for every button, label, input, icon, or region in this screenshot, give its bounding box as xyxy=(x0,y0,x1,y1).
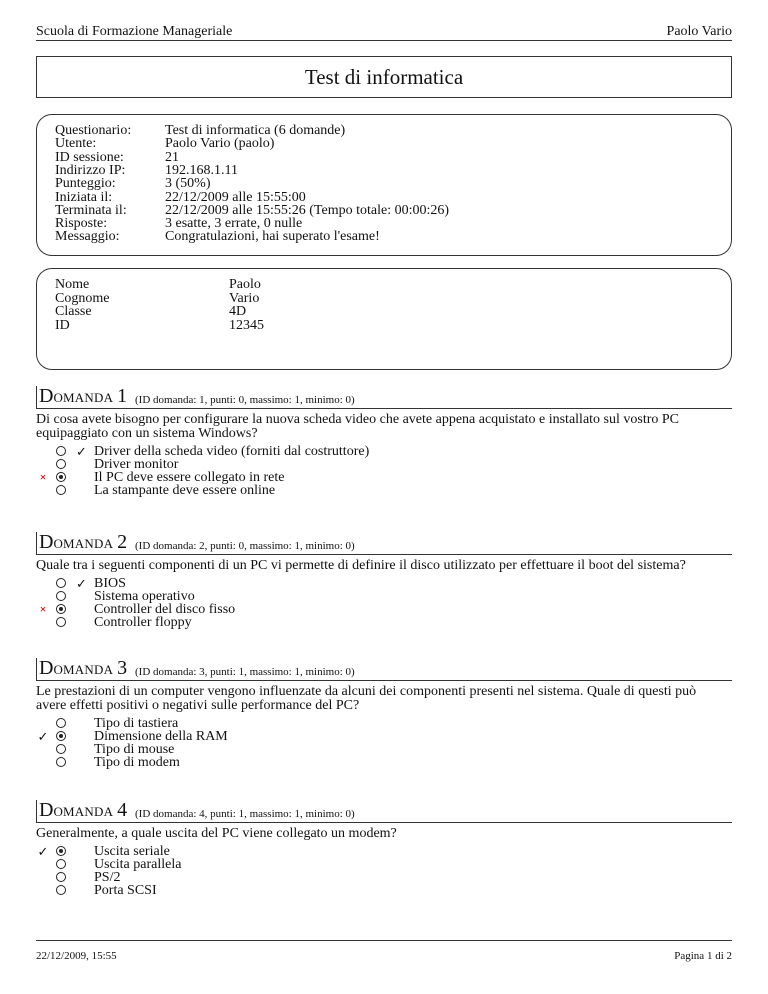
question-title xyxy=(39,386,127,408)
radio-empty-icon xyxy=(56,485,66,495)
question-meta: (ID domanda: 1, punti: 0, massimo: 1, minimo: 0) xyxy=(135,394,355,406)
info-label: ID sessione: xyxy=(55,149,124,165)
info-label: Indirizzo IP: xyxy=(55,162,126,178)
answer-option-text: Driver della scheda video (forniti dal costruttore) xyxy=(94,444,370,459)
info-label: Terminata il: xyxy=(55,202,127,218)
answer-option-text: Driver monitor xyxy=(94,457,179,472)
question-text xyxy=(36,559,732,573)
header-school: Scuola di Formazione Manageriale xyxy=(36,24,233,39)
question-text-line: equipaggiato con un sistema Windows? xyxy=(36,426,258,441)
answer-option-text: Tipo di modem xyxy=(94,755,180,770)
question-text-line: Quale tra i seguenti componenti di un PC vi permette di definire il disco utilizzato per effettuare il boot del sistema? xyxy=(36,558,686,573)
info-value: 3 esatte, 3 errate, 0 nulle xyxy=(165,216,303,232)
info-label: Utente: xyxy=(55,136,97,152)
student-label: Classe xyxy=(55,304,92,319)
student-info-box xyxy=(36,268,732,370)
student-value: Vario xyxy=(229,290,260,306)
footer-page-number: Pagina 1 di 2 xyxy=(674,950,732,962)
question-word-cap: D xyxy=(39,799,54,821)
question-title xyxy=(39,532,127,554)
answer-options xyxy=(36,445,732,497)
question-header xyxy=(36,800,732,823)
question-text xyxy=(36,827,732,841)
info-value: Paolo Vario (paolo) xyxy=(165,136,275,152)
question-word-cap: D xyxy=(39,531,54,553)
answer-option-text: Dimensione della RAM xyxy=(94,729,228,744)
page-title: Test di informatica xyxy=(36,56,732,98)
answer-option xyxy=(36,616,732,629)
info-value: Congratulazioni, hai superato l'esame! xyxy=(165,229,380,245)
correct-answer-icon: ✓ xyxy=(37,844,49,859)
info-value: Test di informatica (6 domande) xyxy=(165,123,346,138)
info-label: Messaggio: xyxy=(55,229,120,245)
question-header xyxy=(36,532,732,555)
question-meta: (ID domanda: 2, punti: 0, massimo: 1, minimo: 0) xyxy=(135,540,355,552)
question-title xyxy=(39,658,127,680)
question-text xyxy=(36,413,732,441)
question-block xyxy=(36,386,732,497)
info-label: Punteggio: xyxy=(55,176,116,192)
correct-option-check-icon: ✓ xyxy=(76,444,87,459)
answer-option-text: Tipo di tastiera xyxy=(94,716,179,731)
answer-option-text: Uscita parallela xyxy=(94,857,182,872)
question-block xyxy=(36,658,732,769)
info-value: 21 xyxy=(165,149,179,165)
question-word-rest: OMANDA xyxy=(53,804,114,819)
header-user: Paolo Vario xyxy=(666,24,732,39)
radio-empty-icon xyxy=(56,744,66,754)
correct-answer-icon: ✓ xyxy=(37,729,49,744)
radio-selected-icon xyxy=(56,604,66,614)
radio-empty-icon xyxy=(56,859,66,869)
question-word-cap: D xyxy=(39,385,54,407)
answer-option-text: Tipo di mouse xyxy=(94,742,175,757)
correct-option-check-icon: ✓ xyxy=(76,576,87,591)
student-value: 4D xyxy=(229,304,247,319)
question-block xyxy=(36,532,732,629)
wrong-answer-icon: × xyxy=(39,470,47,484)
answer-option-text: Sistema operativo xyxy=(94,589,195,604)
question-word-cap: D xyxy=(39,657,54,679)
answer-options xyxy=(36,577,732,629)
answer-option-text: Controller floppy xyxy=(94,615,192,630)
answer-option-text: Il PC deve essere collegato in rete xyxy=(94,470,285,485)
footer-timestamp: 22/12/2009, 15:55 xyxy=(36,950,117,962)
question-block xyxy=(36,800,732,897)
info-value: 3 (50%) xyxy=(165,176,211,192)
radio-selected-icon xyxy=(56,472,66,482)
radio-empty-icon xyxy=(56,872,66,882)
info-label: Risposte: xyxy=(55,216,108,232)
radio-empty-icon xyxy=(56,885,66,895)
info-label: Questionario: xyxy=(55,123,132,138)
radio-empty-icon xyxy=(56,578,66,588)
answer-options xyxy=(36,717,732,769)
question-word-rest: OMANDA xyxy=(53,536,114,551)
radio-empty-icon xyxy=(56,591,66,601)
answer-option xyxy=(36,858,732,871)
radio-empty-icon xyxy=(56,446,66,456)
question-meta: (ID domanda: 3, punti: 1, massimo: 1, minimo: 0) xyxy=(135,666,355,678)
answer-option-text: La stampante deve essere online xyxy=(94,483,276,498)
student-label: Nome xyxy=(55,277,90,292)
question-text-line: Di cosa avete bisogno per configurare la nuova scheda video che avete appena acquistato e installato sul vostro PC xyxy=(36,412,680,427)
question-text-line: Le prestazioni di un computer vengono influenzate da alcuni dei componenti presenti nel sistema. Quale di questi può xyxy=(36,684,697,699)
answer-option xyxy=(36,484,732,497)
student-value: 12345 xyxy=(229,317,264,333)
answer-option-text: Controller del disco fisso xyxy=(94,602,236,617)
answer-option-text: Porta SCSI xyxy=(94,883,157,898)
question-header xyxy=(36,386,732,409)
question-text-line: avere effetti positivi o negativi sulle performance del PC? xyxy=(36,698,360,713)
info-value: 22/12/2009 alle 15:55:26 (Tempo totale: 00:00:26) xyxy=(165,202,450,218)
question-number: 1 xyxy=(117,385,128,407)
radio-empty-icon xyxy=(56,757,66,767)
answer-option xyxy=(36,756,732,769)
footer-divider xyxy=(36,940,732,941)
question-number: 4 xyxy=(117,799,128,821)
radio-empty-icon xyxy=(56,617,66,627)
question-text-line: Generalmente, a quale uscita del PC viene collegato un modem? xyxy=(36,826,397,841)
radio-selected-icon xyxy=(56,846,66,856)
answer-option-text: PS/2 xyxy=(94,870,121,885)
student-label: Cognome xyxy=(55,290,110,306)
radio-empty-icon xyxy=(56,718,66,728)
radio-selected-icon xyxy=(56,731,66,741)
question-word-rest: OMANDA xyxy=(53,662,114,677)
answer-option xyxy=(36,884,732,897)
info-value: 22/12/2009 alle 15:55:00 xyxy=(165,189,306,205)
radio-empty-icon xyxy=(56,459,66,469)
question-word-rest: OMANDA xyxy=(53,390,114,405)
wrong-answer-icon: × xyxy=(39,602,47,616)
answer-option-text: BIOS xyxy=(94,576,126,591)
page-header xyxy=(36,22,732,41)
question-meta: (ID domanda: 4, punti: 1, massimo: 1, minimo: 0) xyxy=(135,808,355,820)
session-info-box xyxy=(36,114,732,256)
answer-options xyxy=(36,845,732,897)
info-label: Iniziata il: xyxy=(55,189,113,205)
student-value: Paolo xyxy=(229,277,261,292)
answer-option-text: Uscita seriale xyxy=(94,844,170,859)
student-label: ID xyxy=(55,317,70,333)
question-header xyxy=(36,658,732,681)
info-value: 192.168.1.11 xyxy=(165,162,238,178)
question-number: 3 xyxy=(117,657,128,679)
question-text xyxy=(36,685,732,713)
question-title xyxy=(39,800,127,822)
question-number: 2 xyxy=(117,531,128,553)
